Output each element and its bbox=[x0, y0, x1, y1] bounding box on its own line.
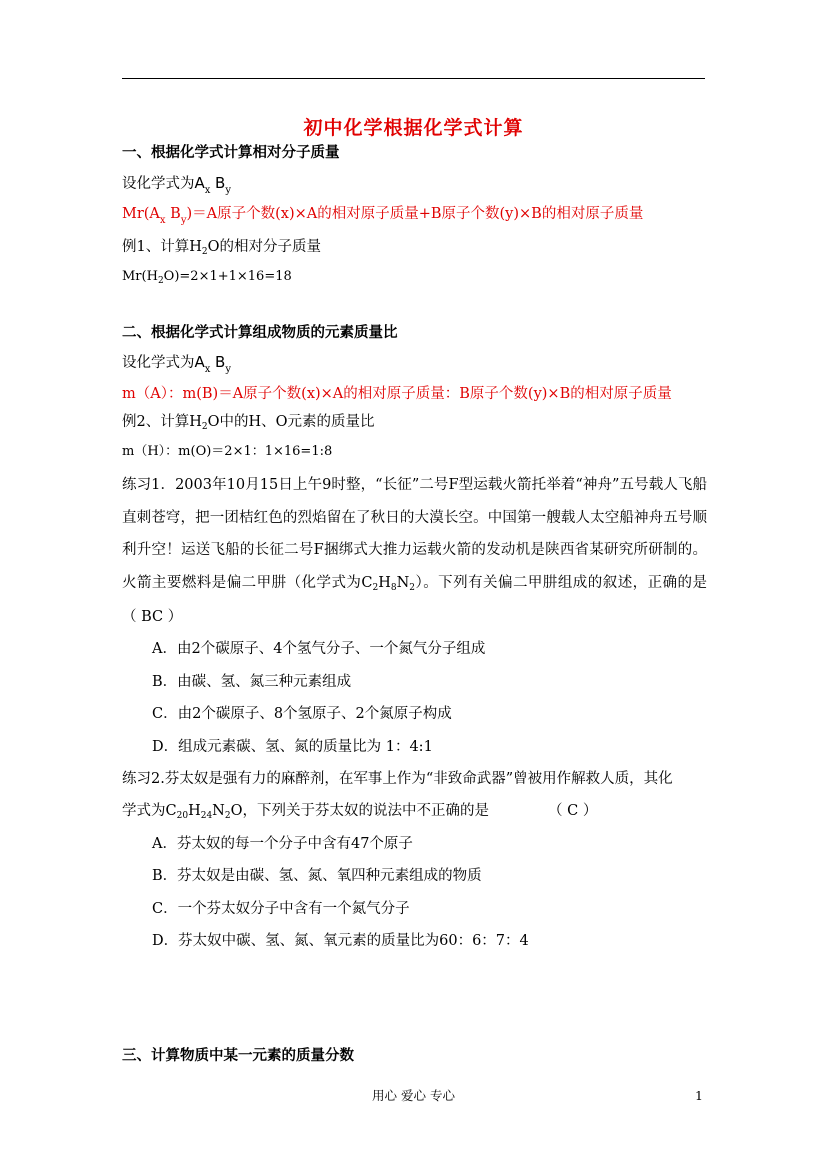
exercise-2-answer: （ C ） bbox=[548, 803, 598, 819]
exercise-2-option-c: C．一个芬太奴分子中含有一个氮气分子 bbox=[152, 901, 410, 917]
exercise-1-option-a: A．由2个碳原子、4个氢气分子、一个氮气分子组成 bbox=[152, 641, 486, 657]
section-heading-2: 二、根据化学式计算组成物质的元素质量比 bbox=[122, 324, 398, 341]
header-rule bbox=[122, 78, 705, 79]
mr-formula: $Mr(A_x$ $B_y)=A$原子个数(x)×A的相对原子质量+B原子个数(y)×B的相对原子质量 bbox=[122, 206, 644, 226]
exercise-2-line-2: 学式为$C_{20}H_{24}N_2O$，下列关于芬太奴的说法中不正确的是 bbox=[122, 803, 489, 821]
exercise-1-option-b: B．由碳、氢、氮三种元素组成 bbox=[152, 674, 352, 690]
page-footer: 用心 爱心 专心 bbox=[372, 1088, 455, 1103]
exercise-1-option-d: D．组成元素碳、氢、氮的质量比为 1：4:1 bbox=[152, 739, 433, 755]
exercise-1-text: 练习1．2003年10月15日上午9时整，“长征”二号F型运载火箭托举着“神舟”五号载人飞船直刺苍穹，把一团桔红色的烈焰留在了秋日的大漠长空。中国第一艘载人太空船神舟五号顺利升空！运送飞船的长征二号F捆绑式大推力运载火箭的发动机是陕西省某研究所研制的。火箭主要燃料是偏二甲肼（化学式为$C_2H_8N_2$）。下列有关偏二甲肼组成的叙述，正确的是 （ BC ） bbox=[122, 477, 707, 626]
example-2: 例2、计算$H_2O$中的H、O元素的质量比 bbox=[122, 414, 375, 432]
exercise-2-line-1: 练习2.芬太奴是强有力的麻醉剂，在军事上作为“非致命武器”曾被用作解救人质，其化 bbox=[122, 771, 673, 787]
page-number: 1 bbox=[695, 1088, 703, 1103]
formula-intro-1: 设化学式为$A_x$ $B_y$ bbox=[122, 174, 231, 196]
exercise-2-option-b: B．芬太奴是由碳、氢、氮、氧四种元素组成的物质 bbox=[152, 868, 482, 884]
page-title: 初中化学根据化学式计算 bbox=[303, 117, 524, 139]
exercise-1-option-c: C．由2个碳原子、8个氢原子、2个氮原子构成 bbox=[152, 706, 452, 722]
exercise-2-option-d: D．芬太奴中碳、氢、氮、氧元素的质量比为60：6：7：4 bbox=[152, 933, 529, 949]
section-heading-3: 三、计算物质中某一元素的质量分数 bbox=[122, 1047, 354, 1064]
mass-ratio-formula: m（A）：m(B)＝A原子个数(x)×A的相对原子质量：B原子个数(y)×B的相对原子质量 bbox=[122, 386, 672, 402]
formula-intro-2: 设化学式为$A_x$ $B_y$ bbox=[122, 353, 231, 375]
example-1: 例1、计算$H_2O$的相对分子质量 bbox=[122, 239, 322, 257]
section-heading-1: 一、根据化学式计算相对分子质量 bbox=[122, 144, 340, 161]
example-1-answer: $Mr(H_2O)=2\times 1+1\times 16=18$ bbox=[122, 269, 292, 286]
example-2-answer: m（H）：m(O)＝2×1：1×16=1:8 bbox=[122, 444, 333, 459]
exercise-2-option-a: A．芬太奴的每一个分子中含有47个原子 bbox=[152, 836, 413, 852]
